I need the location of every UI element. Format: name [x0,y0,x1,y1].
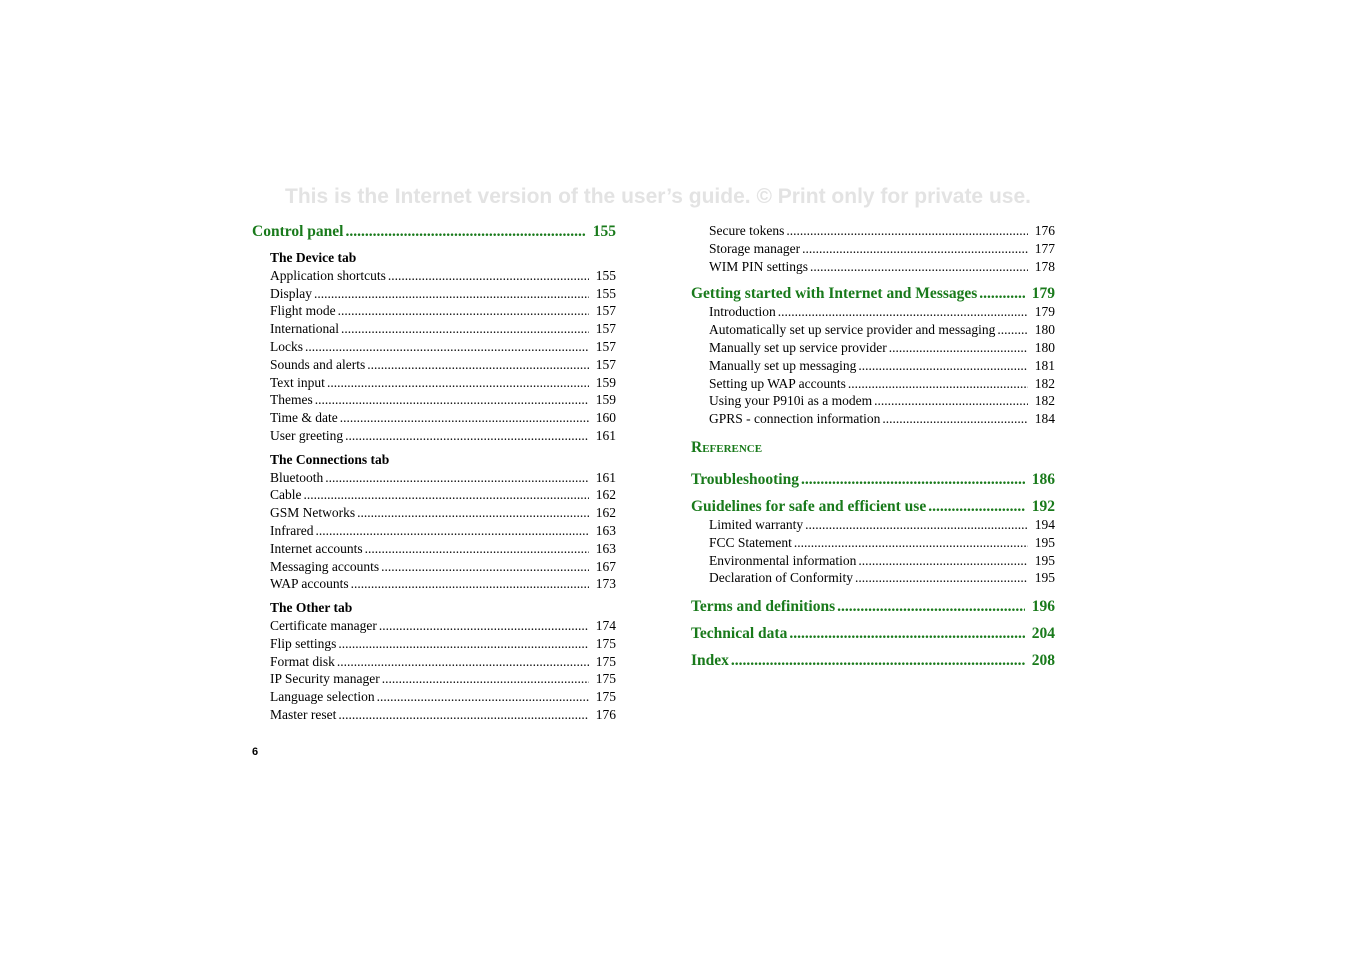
entry-page: 159 [595,392,616,408]
entry-page: 180 [1034,339,1055,355]
entry-page: 175 [595,653,616,669]
dot-leader [341,320,589,338]
dot-leader [858,357,1027,375]
entry-label: Application shortcuts [270,267,386,283]
toc-entry[interactable] [709,516,1055,534]
dot-leader [979,284,1024,303]
entry-page: 155 [595,285,616,301]
dot-leader [731,651,1025,670]
toc-group-connections-tab [270,451,616,593]
toc-entry[interactable] [709,357,1055,375]
entry-label: Text input [270,374,325,390]
entry-page: 195 [1034,534,1055,550]
dot-leader [388,267,589,285]
entry-label: Limited warranty [709,516,804,532]
entry-page: 176 [595,706,616,722]
toc-entry[interactable] [270,504,616,522]
entry-page: 159 [595,374,616,390]
entry-page: 162 [595,487,616,503]
toc-entry[interactable] [270,338,616,356]
dot-leader [882,410,1027,428]
entry-page: 194 [1034,516,1055,532]
toc-entry[interactable] [270,540,616,558]
dot-leader [338,302,589,320]
toc-section-guidelines[interactable] [691,497,1055,516]
entry-page: 178 [1034,258,1055,274]
dot-leader [315,391,589,409]
section-page: 155 [592,223,616,240]
toc-section-control-panel[interactable] [252,222,616,241]
entry-page: 157 [595,321,616,337]
entry-page: 181 [1034,357,1055,373]
entry-label: Environmental information [709,552,857,568]
entry-page: 175 [595,671,616,687]
dot-leader [357,504,589,522]
entry-label: Messaging accounts [270,558,380,574]
entry-label: Language selection [270,689,375,705]
toc-entry[interactable] [709,392,1055,410]
entry-page: 195 [1034,552,1055,568]
dot-leader [315,522,588,540]
toc-group-other-tab [270,599,616,724]
entry-page: 182 [1034,375,1055,391]
page-number: 6 [252,746,259,758]
dot-leader [314,285,589,303]
entry-label: Time & date [270,410,338,426]
toc-entry[interactable] [270,391,616,409]
toc-entry[interactable] [270,653,616,671]
entry-label: FCC Statement [709,534,792,550]
entry-label: Display [270,285,312,301]
toc-entry[interactable] [709,410,1055,428]
toc-entry[interactable] [709,258,1055,276]
entry-page: 180 [1034,322,1055,338]
entry-label: Certificate manager [270,617,377,633]
entry-page: 157 [595,356,616,372]
dot-leader [855,569,1028,587]
entry-page: 184 [1034,411,1055,427]
dot-leader [325,469,589,487]
dot-leader [338,706,588,724]
toc-entry[interactable] [270,285,616,303]
entry-label: Introduction [709,304,776,320]
entry-page: 175 [595,689,616,705]
section-label: Technical data [691,625,788,643]
toc-entry[interactable] [270,320,616,338]
group-title: The Device tab [270,250,357,265]
dot-leader [377,688,589,706]
entry-page: 157 [595,303,616,319]
toc-right-column [691,222,1055,678]
section-label: Guidelines for safe and efficient use [691,497,927,515]
toc-entry[interactable] [709,321,1055,339]
toc-group-device-tab [270,249,616,445]
toc-entry[interactable] [270,558,616,576]
entry-label: Setting up WAP accounts [709,375,846,391]
entry-label: Locks [270,338,303,354]
dot-leader [889,339,1028,357]
group-title: The Other tab [270,600,353,616]
entry-page: 163 [595,540,616,556]
entry-page: 174 [595,617,616,633]
dot-leader [340,409,589,427]
dot-leader [848,375,1028,393]
entry-label: International [270,321,339,337]
toc-group-guidelines [709,516,1055,587]
entry-page: 167 [595,558,616,574]
reference-heading: Reference [691,438,763,456]
toc-section-technical-data[interactable] [691,624,1055,643]
toc-entry[interactable] [709,240,1055,258]
toc-entry[interactable] [709,375,1055,393]
toc-entry[interactable] [709,339,1055,357]
entry-label: User greeting [270,427,344,443]
toc-entry[interactable] [270,617,616,635]
entry-label: Bluetooth [270,469,324,485]
toc-section-troubleshooting[interactable] [691,470,1055,489]
dot-leader [367,356,589,374]
group-title: The Connections tab [270,451,390,467]
dot-leader [997,321,1027,339]
entry-label: Declaration of Conformity [709,570,853,586]
toc-entry[interactable] [709,569,1055,587]
entry-page: 155 [595,267,616,283]
entry-label: GSM Networks [270,505,356,521]
section-page: 196 [1031,598,1055,616]
toc-section-internet-messages[interactable] [691,284,1055,303]
toc-entry[interactable] [709,222,1055,240]
entry-label: Flip settings [270,635,337,651]
entry-label: Format disk [270,653,335,669]
section-page: 192 [1031,497,1055,515]
entry-page: 195 [1034,570,1055,586]
toc-entry[interactable] [270,427,616,445]
toc-section-index[interactable] [691,651,1055,670]
entry-page: 177 [1034,240,1055,256]
dot-leader [837,597,1025,616]
entry-label: Internet accounts [270,540,363,556]
watermark: This is the Internet version of the user’s guide. © Print only for private use. [285,185,1031,208]
toc-entry[interactable] [270,706,616,724]
entry-page: 160 [595,410,616,426]
entry-label: WAP accounts [270,576,349,592]
entry-page: 182 [1034,393,1055,409]
dot-leader [345,427,589,445]
entry-label: Secure tokens [709,223,785,238]
toc-entry[interactable] [709,534,1055,552]
entry-label: GPRS - connection information [709,411,881,427]
dot-leader [305,338,589,356]
dot-leader [338,635,588,653]
entry-label: Infrared [270,522,314,538]
dot-leader [337,653,589,671]
dot-leader [802,240,1028,258]
entry-label: WIM PIN settings [709,258,808,274]
toc-entry[interactable] [270,267,616,285]
entry-page: 175 [595,635,616,651]
section-label: Index [691,652,729,670]
dot-leader [805,516,1028,534]
section-page: 208 [1031,652,1055,670]
entry-label: Using your P910i as a modem [709,393,873,409]
toc-entry[interactable] [270,575,616,593]
toc-entry[interactable] [270,409,616,427]
dot-leader [786,222,1027,240]
entry-page: 163 [595,522,616,538]
dot-leader [789,624,1024,643]
toc-section-terms[interactable] [691,597,1055,616]
toc-entry[interactable] [270,635,616,653]
entry-page: 157 [595,338,616,354]
entry-page: 162 [595,505,616,521]
section-page: 204 [1031,625,1055,643]
toc-entry[interactable] [270,688,616,706]
entry-label: Sounds and alerts [270,356,366,372]
dot-leader [810,258,1028,276]
section-label: Terms and definitions [691,598,836,616]
dot-leader [327,374,589,392]
entry-page: 161 [595,469,616,485]
entry-label: Automatically set up service provider and messaging [709,322,996,338]
toc-entry[interactable] [270,670,616,688]
entry-label: Themes [270,392,313,408]
dot-leader [801,470,1025,489]
toc-group-other-tab-continued [709,222,1055,275]
toc-entry[interactable] [709,303,1055,321]
dot-leader [379,617,589,635]
entry-label: IP Security manager [270,671,380,687]
toc-left-column [252,222,616,724]
entry-page: 176 [1034,223,1055,238]
section-label: Getting started with Internet and Messages [691,285,978,303]
section-label: Control panel [252,223,344,240]
toc-entry[interactable] [270,486,616,504]
dot-leader [365,540,589,558]
toc-entry[interactable] [270,356,616,374]
section-label: Troubleshooting [691,470,799,488]
entry-label: Cable [270,487,302,503]
toc-entry[interactable] [709,552,1055,570]
toc-entry[interactable] [270,469,616,487]
entry-label: Master reset [270,706,337,722]
dot-leader [351,575,589,593]
entry-page: 173 [595,576,616,592]
entry-label: Storage manager [709,240,801,256]
entry-page: 179 [1034,304,1055,320]
entry-page: 161 [595,427,616,443]
dot-leader [928,497,1025,516]
dot-leader [382,670,589,688]
section-page: 186 [1031,470,1055,488]
toc-entry[interactable] [270,302,616,320]
toc-entry[interactable] [270,522,616,540]
dot-leader [794,534,1028,552]
dot-leader [778,303,1028,321]
toc-group-internet [709,303,1055,428]
entry-label: Manually set up service provider [709,339,887,355]
toc-entry[interactable] [270,374,616,392]
entry-label: Flight mode [270,303,336,319]
dot-leader [858,552,1027,570]
dot-leader [304,486,589,504]
entry-label: Manually set up messaging [709,357,857,373]
dot-leader [874,392,1028,410]
dot-leader [345,222,585,241]
section-page: 179 [1031,285,1055,303]
dot-leader [381,558,589,576]
